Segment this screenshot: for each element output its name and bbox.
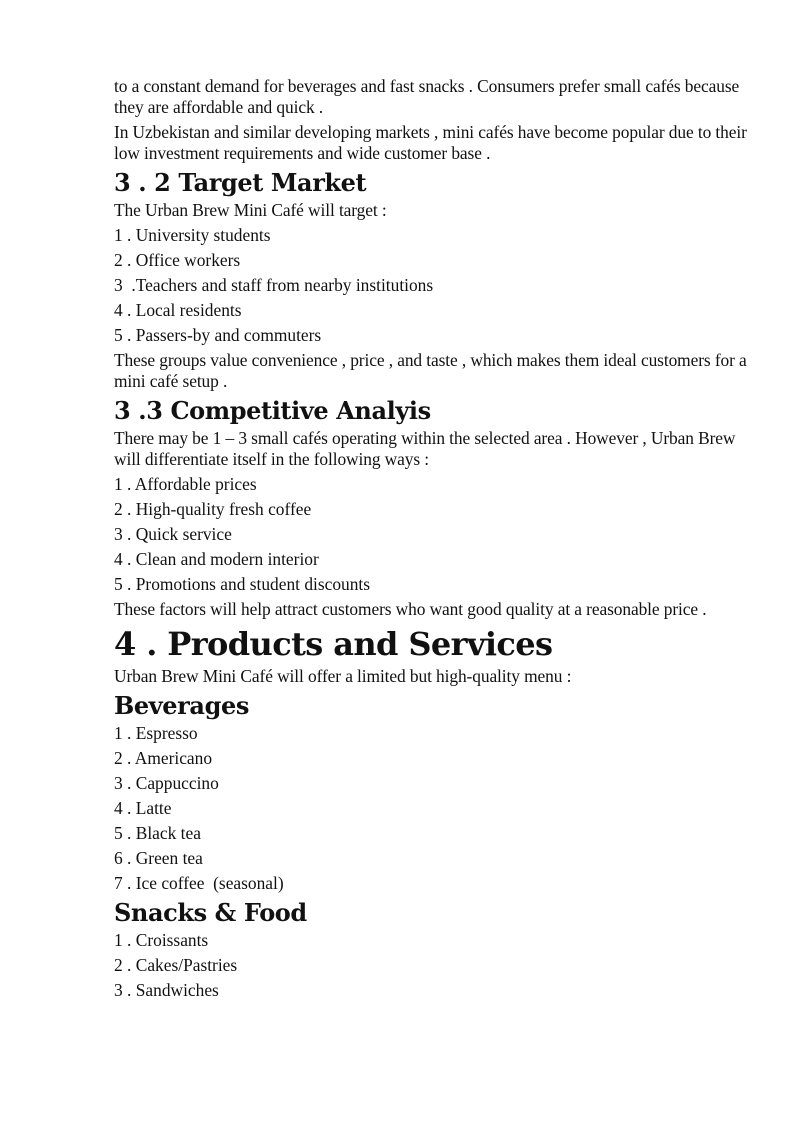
snacks-list — [114, 930, 754, 1001]
list-item: 3 . Quick service — [114, 524, 232, 544]
competitive-analysis-closing: These factors will help attract customers who want good quality at a reasonable price . — [114, 599, 707, 619]
subheading-snacks-food: Snacks & Food — [114, 898, 307, 927]
list-item: 1 . Affordable prices — [114, 474, 257, 494]
list-item: 4 . Latte — [114, 798, 172, 818]
beverages-list — [114, 723, 754, 894]
competitive-analysis-list — [114, 474, 754, 595]
list-item: 7 . Ice coffee (seasonal) — [114, 873, 284, 893]
list-item: 1 . Croissants — [114, 930, 209, 950]
list-item: 4 . Local residents — [114, 300, 242, 320]
list-item: 4 . Clean and modern interior — [114, 549, 319, 569]
products-lead: Urban Brew Mini Café will offer a limited but high-quality menu : — [114, 666, 572, 686]
list-item: 3 . Cappuccino — [114, 773, 219, 793]
list-item: 1 . Espresso — [114, 723, 198, 743]
target-market-list — [114, 225, 754, 346]
target-market-closing: These groups value convenience , price , and taste , which makes them ideal customers for a mini café setup . — [114, 350, 747, 391]
list-item: 3 . Sandwiches — [114, 980, 219, 1000]
list-item: 5 . Promotions and student discounts — [114, 574, 371, 594]
list-item: 5 . Black tea — [114, 823, 201, 843]
section-heading-target-market: 3 . 2 Target Market — [114, 168, 367, 197]
competitive-analysis-lead: There may be 1 – 3 small cafés operating within the selected area . However , Urban Brew will differentiate itself in the following ways : — [114, 428, 736, 469]
list-item: 6 . Green tea — [114, 848, 203, 868]
list-item: 5 . Passers-by and commuters — [114, 325, 322, 345]
list-item: 2 . Office workers — [114, 250, 241, 270]
list-item: 3 .Teachers and staff from nearby institutions — [114, 275, 434, 295]
document-page — [114, 76, 754, 1005]
section-heading-competitive-analysis: 3 .3 Competitive Analyis — [114, 396, 431, 425]
list-item: 2 . Americano — [114, 748, 213, 768]
chapter-heading-products: 4 . Products and Services — [114, 625, 553, 663]
subheading-beverages: Beverages — [114, 691, 249, 720]
list-item: 2 . High-quality fresh coffee — [114, 499, 312, 519]
intro-paragraph: to a constant demand for beverages and fast snacks . Consumers prefer small cafés because they are affordable and quick . — [114, 76, 740, 117]
intro-paragraph: In Uzbekistan and similar developing markets , mini cafés have become popular due to their low investment requirements and wide customer base . — [114, 122, 747, 163]
list-item: 2 . Cakes/Pastries — [114, 955, 238, 975]
target-market-lead: The Urban Brew Mini Café will target : — [114, 200, 387, 220]
list-item: 1 . University students — [114, 225, 271, 245]
